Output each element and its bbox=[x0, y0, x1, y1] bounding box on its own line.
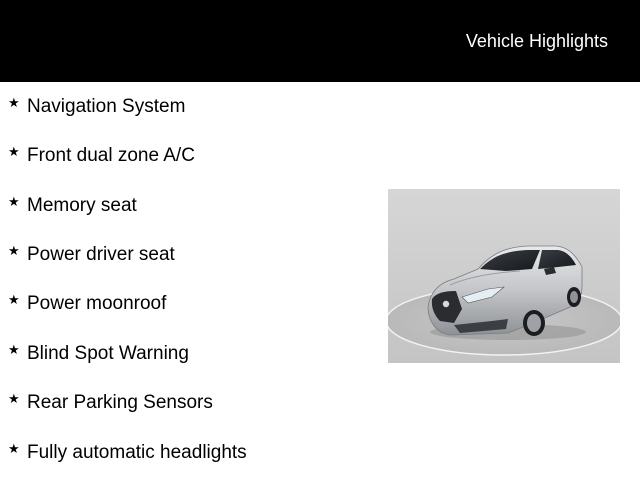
vehicle-photo bbox=[388, 189, 620, 363]
feature-item bbox=[0, 292, 166, 316]
feature-label: Blind Spot Warning bbox=[27, 343, 189, 364]
star-icon: ★ bbox=[8, 391, 20, 407]
feature-item bbox=[0, 144, 195, 168]
star-icon: ★ bbox=[8, 243, 20, 259]
feature-label: Front dual zone A/C bbox=[27, 145, 195, 166]
star-icon: ★ bbox=[8, 342, 20, 358]
feature-item bbox=[0, 391, 213, 415]
header-bar bbox=[0, 0, 640, 82]
star-icon: ★ bbox=[8, 194, 20, 210]
feature-item bbox=[0, 243, 175, 267]
feature-label: Power driver seat bbox=[27, 244, 175, 265]
star-icon: ★ bbox=[8, 144, 20, 160]
star-icon: ★ bbox=[8, 441, 20, 457]
feature-label: Fully automatic headlights bbox=[27, 442, 247, 463]
page-title: Vehicle Highlights bbox=[465, 31, 608, 51]
feature-label: Navigation System bbox=[27, 96, 186, 117]
star-icon: ★ bbox=[8, 95, 20, 111]
feature-label: Rear Parking Sensors bbox=[27, 392, 213, 413]
feature-label: Power moonroof bbox=[27, 293, 167, 314]
feature-item bbox=[0, 194, 137, 218]
sedan-image bbox=[388, 189, 620, 363]
feature-label: Memory seat bbox=[27, 195, 137, 216]
feature-item bbox=[0, 441, 247, 465]
feature-item bbox=[0, 95, 185, 119]
feature-item bbox=[0, 342, 189, 366]
star-icon: ★ bbox=[8, 292, 20, 308]
